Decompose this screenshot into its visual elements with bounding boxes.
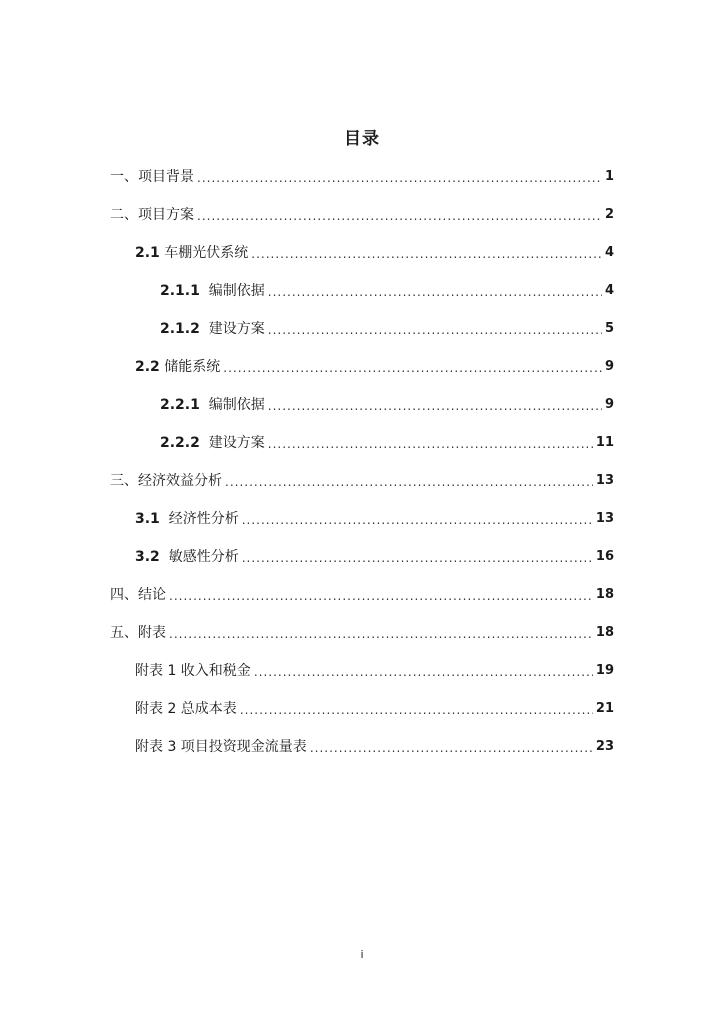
- toc-entry-page-number: 23: [595, 739, 614, 754]
- page-title: 目录: [344, 129, 380, 149]
- toc-entry-page-number: 18: [595, 625, 614, 640]
- toc-entry-page-number: 9: [604, 397, 614, 412]
- toc-entry-2-2-2-construction-plan[interactable]: [160, 430, 614, 452]
- toc-entry-number: 2.2.1: [160, 397, 200, 413]
- toc-entry-title: 车棚光伏系统: [164, 245, 249, 261]
- dot-leader: [268, 284, 602, 300]
- dot-leader: [197, 208, 602, 224]
- toc-entry-carport-pv-system[interactable]: [135, 240, 614, 262]
- toc-entry-number: 3.1: [135, 511, 160, 527]
- toc-entry-appendix-2-total-cost[interactable]: [135, 696, 614, 718]
- toc-entry-economic-analysis[interactable]: [135, 506, 614, 528]
- toc-entry-label: 附表 3 项目投资现金流量表: [135, 739, 307, 755]
- toc-entry-page-number: 19: [595, 663, 614, 678]
- toc-entry-title: 储能系统: [164, 359, 221, 375]
- footer-page-number: i: [360, 948, 364, 961]
- dot-leader: [268, 322, 602, 338]
- toc-entry-2-1-2-construction-plan[interactable]: [160, 316, 614, 338]
- toc-entry-page-number: 21: [595, 701, 614, 716]
- toc-entry-page-number: 2: [604, 207, 614, 222]
- toc-entry-number: 2.1.2: [160, 321, 200, 337]
- dot-leader: [225, 474, 593, 490]
- toc-entry-project-background[interactable]: [110, 164, 614, 186]
- dot-leader: [169, 588, 593, 604]
- toc-entry-conclusion[interactable]: [110, 582, 614, 604]
- dot-leader: [223, 360, 602, 376]
- toc-entry-economic-benefit-analysis[interactable]: [110, 468, 614, 490]
- toc-entry-label: 二、项目方案: [110, 207, 194, 223]
- toc-entry-label: [135, 358, 220, 376]
- dot-leader: [310, 740, 593, 756]
- toc-entry-label: 三、经济效益分析: [110, 473, 222, 489]
- toc-entry-page-number: 4: [604, 245, 614, 260]
- toc-entry-2-2-1-basis[interactable]: [160, 392, 614, 414]
- toc-entry-label: [160, 282, 265, 300]
- toc-entry-label: [135, 548, 239, 566]
- toc-entry-energy-storage-system[interactable]: [135, 354, 614, 376]
- toc-entry-title: 建设方案: [208, 435, 265, 451]
- toc-entry-2-1-1-basis[interactable]: [160, 278, 614, 300]
- toc-entry-page-number: 1: [604, 169, 614, 184]
- toc-entry-title: 编制依据: [208, 397, 265, 413]
- toc-entry-label: [160, 396, 265, 414]
- toc-entry-page-number: 13: [595, 511, 614, 526]
- toc-entry-title: 建设方案: [208, 321, 265, 337]
- toc-entry-label: 五、附表: [110, 625, 166, 641]
- dot-leader: [197, 170, 602, 186]
- toc-entry-number: 2.1.1: [160, 283, 200, 299]
- toc-entry-label: 附表 2 总成本表: [135, 701, 237, 717]
- toc-entry-appendix-tables[interactable]: [110, 620, 614, 642]
- dot-leader: [268, 398, 602, 414]
- toc-entry-number: 2.1: [135, 245, 160, 261]
- toc-entry-label: 附表 1 收入和税金: [135, 663, 251, 679]
- toc-entry-page-number: 4: [604, 283, 614, 298]
- dot-leader: [251, 246, 602, 262]
- toc-entry-page-number: 9: [604, 359, 614, 374]
- toc-entry-label: [160, 320, 265, 338]
- dot-leader: [242, 512, 593, 528]
- toc-entry-appendix-1-income-tax[interactable]: [135, 658, 614, 680]
- toc-entry-page-number: 11: [595, 435, 614, 450]
- dot-leader: [254, 664, 593, 680]
- toc-entry-page-number: 5: [604, 321, 614, 336]
- toc-entry-title: 编制依据: [208, 283, 265, 299]
- toc-entry-title: 经济性分析: [168, 511, 239, 527]
- toc-entry-sensitivity-analysis[interactable]: [135, 544, 614, 566]
- toc-entry-label: [135, 510, 239, 528]
- toc-entry-title: 敏感性分析: [168, 549, 239, 565]
- dot-leader: [242, 550, 593, 566]
- toc-entry-appendix-3-cash-flow[interactable]: [135, 734, 614, 756]
- dot-leader: [240, 702, 593, 718]
- toc-entry-label: [160, 434, 265, 452]
- toc-entry-page-number: 16: [595, 549, 614, 564]
- toc-entry-label: 一、项目背景: [110, 169, 194, 185]
- toc-entry-label: [135, 244, 248, 262]
- toc-entry-label: 四、结论: [110, 587, 166, 603]
- dot-leader: [169, 626, 593, 642]
- toc-entry-number: 3.2: [135, 549, 160, 565]
- dot-leader: [268, 436, 593, 452]
- toc-entry-number: 2.2: [135, 359, 160, 375]
- toc-entry-page-number: 13: [595, 473, 614, 488]
- toc-entry-page-number: 18: [595, 587, 614, 602]
- toc-entry-number: 2.2.2: [160, 435, 200, 451]
- toc-entry-project-plan[interactable]: [110, 202, 614, 224]
